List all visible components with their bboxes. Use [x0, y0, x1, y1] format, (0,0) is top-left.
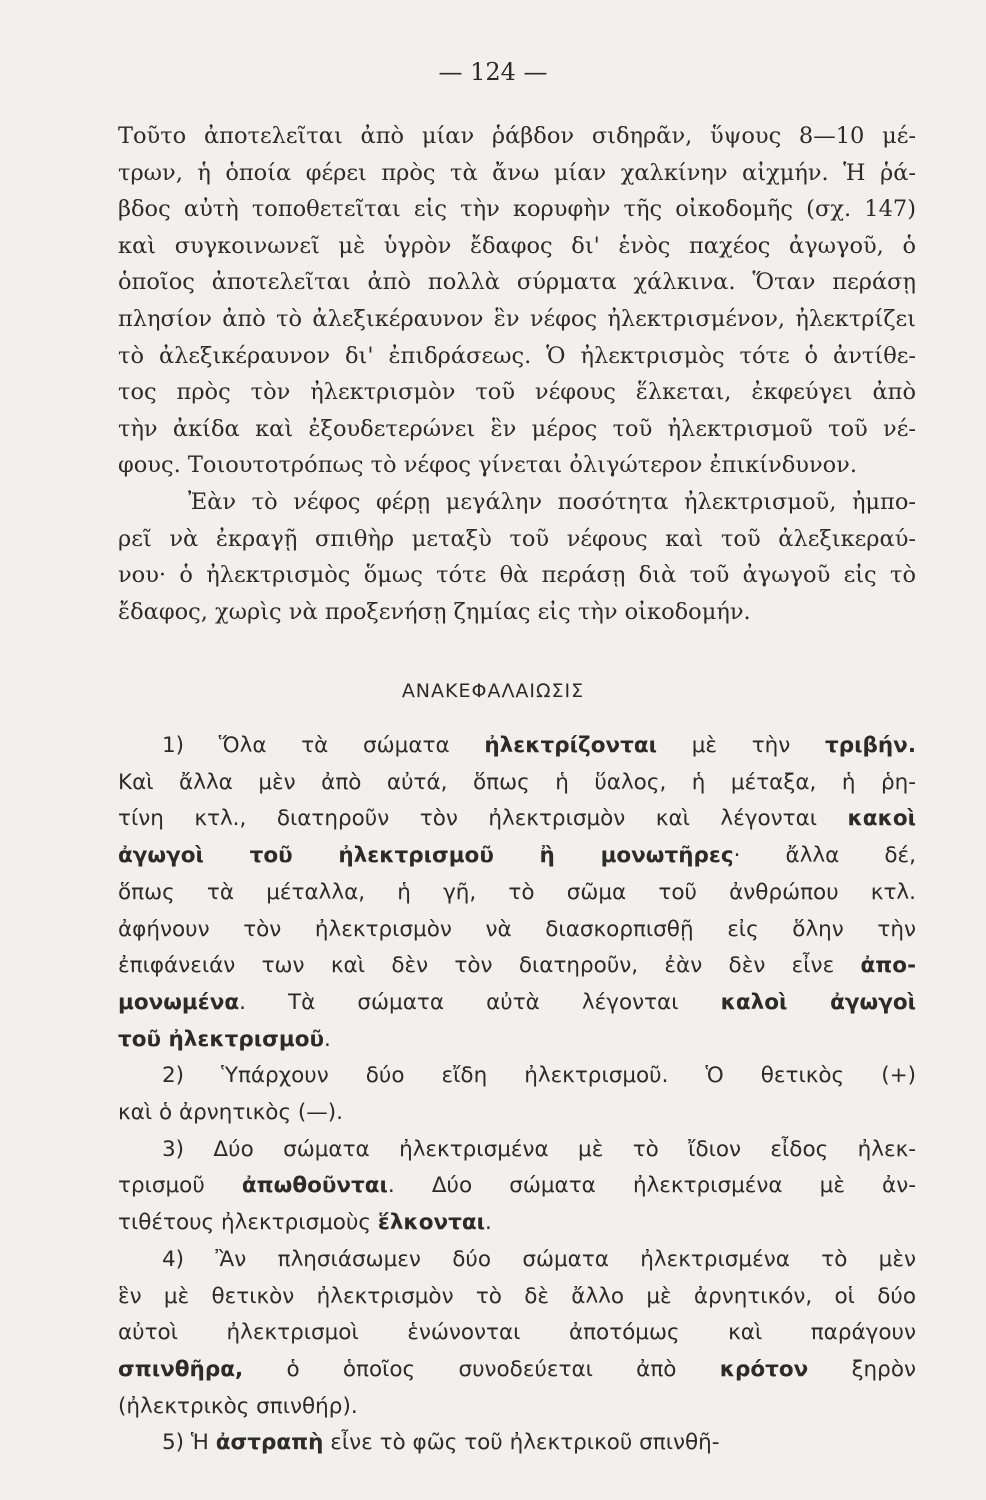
text-line: νου· ὁ ἠλεκτρισμὸς ὅμως τότε θὰ περάσῃ διὰ τοῦ ἀγωγοῦ εἰς τὸ: [118, 562, 916, 589]
bold-term: ἠλεκτρίζονται: [484, 733, 657, 758]
text-run: 5) Ἡ: [162, 1430, 216, 1456]
summary-line: [118, 1242, 916, 1279]
text-run: 2) Ὑπάρχουν δύο εἴδη ἠλεκτρισμοῦ. Ὁ θετικὸς (+): [162, 1063, 916, 1089]
text-run: μὲ τὴν: [657, 733, 825, 758]
text-run: αὐτοὶ ἠλεκτρισμοὶ ἑνώνονται ἀποτόμως καὶ παράγουν: [118, 1320, 916, 1346]
text-line: ἔδαφος, χωρὶς νὰ προξενήσῃ ζημίας εἰς τὴν οἰκοδομήν.: [118, 598, 751, 625]
text-run: καὶ ὁ ἀρνητικὸς (—).: [118, 1100, 344, 1126]
paragraph: [118, 484, 916, 630]
summary-list: [118, 728, 916, 1462]
text-run: ὁ ὁποῖος συνοδεύεται ἀπὸ: [243, 1356, 720, 1382]
bold-term: ἀστραπὴ: [215, 1430, 324, 1456]
bold-term: κακοὶ: [847, 806, 916, 832]
summary-line: [118, 985, 916, 1022]
summary-line: [118, 1352, 916, 1389]
summary-line: [118, 948, 916, 985]
text-run: · ἄλλα δέ,: [733, 843, 917, 869]
text-run: ἓν μὲ θετικὸν ἠλεκτρισμὸν τὸ δὲ ἄλλο μὲ ἀρνητικόν, οἱ δύο: [118, 1283, 916, 1309]
text-run: Καὶ ἄλλα μὲν ἀπὸ αὐτά, ὅπως ἡ ὕαλος, ἡ μέταξα, ἡ ῥη-: [118, 769, 916, 795]
text-line: βδος αὐτὴ τοποθετεῖται εἰς τὴν κορυφὴν τῆς οἰκοδομῆς (σχ. 147): [118, 196, 916, 223]
bold-term: κρότον: [719, 1356, 809, 1382]
text-line: τρων, ἡ ὁποία φέρει πρὸς τὰ ἄνω μίαν χαλκίνην αἰχμήν. Ἡ ῥά-: [118, 159, 916, 186]
summary-line: [118, 1132, 916, 1169]
bold-term: τριβήν.: [825, 733, 916, 758]
text-line: φους. Τοιουτοτρόπως τὸ νέφος γίνεται ὀλιγώτερον ἐπικίνδυνον.: [118, 452, 857, 479]
text-run: 3) Δύο σώματα ἠλεκτρισμένα μὲ τὸ ἴδιον εἶδος ἠλεκ-: [162, 1136, 916, 1162]
summary-line: [118, 1168, 916, 1205]
text-run: . Δύο σώματα ἠλεκτρισμένα μὲ ἀν-: [387, 1173, 917, 1199]
bold-term: ἀπωθοῦνται: [241, 1173, 388, 1199]
bold-term: ἀγωγοὶ τοῦ ἠλεκτρισμοῦ ἢ μονωτῆρες: [118, 843, 734, 869]
summary-line: [118, 1058, 916, 1095]
summary-item: [118, 1425, 916, 1462]
text-line: τος πρὸς τὸν ἠλεκτρισμὸν τοῦ νέφους ἕλκεται, ἐκφεύγει ἀπὸ: [118, 379, 916, 406]
text-line: τὴν ἀκίδα καὶ ἐξουδετερώνει ἓν μέρος τοῦ ἠλεκτρισμοῦ τοῦ νέ-: [118, 415, 916, 442]
bold-term: καλοὶ ἀγωγοὶ: [720, 989, 916, 1015]
text-line: Ἐὰν τὸ νέφος φέρῃ μεγάλην ποσότητα ἠλεκτρισμοῦ, ἠμπο-: [188, 488, 916, 515]
summary-line: [118, 1315, 916, 1352]
text-line: ὁποῖος ἀποτελεῖται ἀπὸ πολλὰ σύρματα χάλκινα. Ὅταν περάσῃ: [118, 269, 916, 296]
summary-line: [118, 1095, 916, 1132]
bold-term: τοῦ ἠλεκτρισμοῦ: [118, 1026, 324, 1052]
text-line: ρεῖ νὰ ἐκραγῇ σπιθὴρ μεταξὺ τοῦ νέφους καὶ τοῦ ἀλεξικεραύ-: [118, 525, 916, 552]
summary-line: [118, 765, 916, 802]
summary-line: [118, 912, 916, 949]
summary-line: [118, 1389, 916, 1426]
text-run: (ἠλεκτρικὸς σπινθήρ).: [118, 1393, 358, 1419]
paragraph: [118, 118, 916, 484]
summary-line: [118, 875, 916, 912]
summary-item: [118, 1132, 916, 1242]
summary-item: [118, 1242, 916, 1426]
text-line: πλησίον ἀπὸ τὸ ἀλεξικέραυνον ἓν νέφος ἠλεκτρισμένον, ἠλεκτρίζει: [118, 305, 916, 332]
text-run: .: [324, 1026, 331, 1052]
summary-line: [118, 801, 916, 838]
text-run: ξηρὸν: [808, 1356, 916, 1382]
text-run: 1) Ὅλα τὰ σώματα: [162, 733, 485, 758]
text-line: τὸ ἀλεξικέραυνον δι' ἐπιδράσεως. Ὁ ἠλεκτρισμὸς τότε ὁ ἀντίθε-: [118, 342, 916, 369]
text-run: . Τὰ σώματα αὐτὰ λέγονται: [239, 989, 721, 1015]
summary-line: [118, 1205, 916, 1242]
summary-line: [118, 1279, 916, 1316]
summary-line: [118, 1022, 916, 1059]
text-run: ἐπιφάνειάν των καὶ δὲν τὸν διατηροῦν, ἐὰν δὲν εἶνε: [118, 953, 861, 979]
body-text: [118, 118, 916, 630]
summary-item: [118, 728, 916, 1058]
section-heading: ΑΝΑΚΕΦΑΛΑΙΩΣΙΣ: [401, 680, 585, 702]
text-run: 4) Ἂν πλησιάσωμεν δύο σώματα ἠλεκτρισμένα τὸ μὲν: [162, 1246, 916, 1272]
text-run: ἀφήνουν τὸν ἠλεκτρισμὸν νὰ διασκορπισθῇ εἰς ὅλην τὴν: [118, 916, 916, 942]
text-line: καὶ συγκοινωνεῖ μὲ ὑγρὸν ἔδαφος δι' ἑνὸς παχέος ἀγωγοῦ, ὁ: [118, 232, 916, 259]
text-run: τρισμοῦ: [118, 1173, 242, 1199]
text-run: ὅπως τὰ μέταλλα, ἡ γῆ, τὸ σῶμα τοῦ ἀνθρώπου κτλ.: [118, 879, 916, 905]
page-number: — 124 —: [438, 58, 548, 86]
bold-term: σπινθῆρα,: [118, 1356, 244, 1382]
summary-item: [118, 1058, 916, 1131]
text-run: εἶνε τὸ φῶς τοῦ ἠλεκτρικοῦ σπινθῆ-: [323, 1430, 720, 1456]
bold-term: ἀπο-: [860, 953, 916, 979]
bold-term: μονωμένα: [118, 989, 240, 1015]
bold-term: ἕλκονται: [377, 1210, 485, 1236]
text-run: τίνη κτλ., διατηροῦν τὸν ἠλεκτρισμὸν καὶ λέγονται: [118, 806, 848, 832]
summary-line: [118, 838, 916, 875]
text-run: .: [485, 1210, 492, 1236]
text-run: τιθέτους ἠλεκτρισμοὺς: [118, 1210, 378, 1236]
summary-line: [118, 1425, 916, 1462]
summary-line: [118, 728, 916, 765]
text-line: Τοῦτο ἀποτελεῖται ἀπὸ μίαν ῥάβδον σιδηρᾶν, ὕψους 8—10 μέ-: [118, 123, 916, 149]
